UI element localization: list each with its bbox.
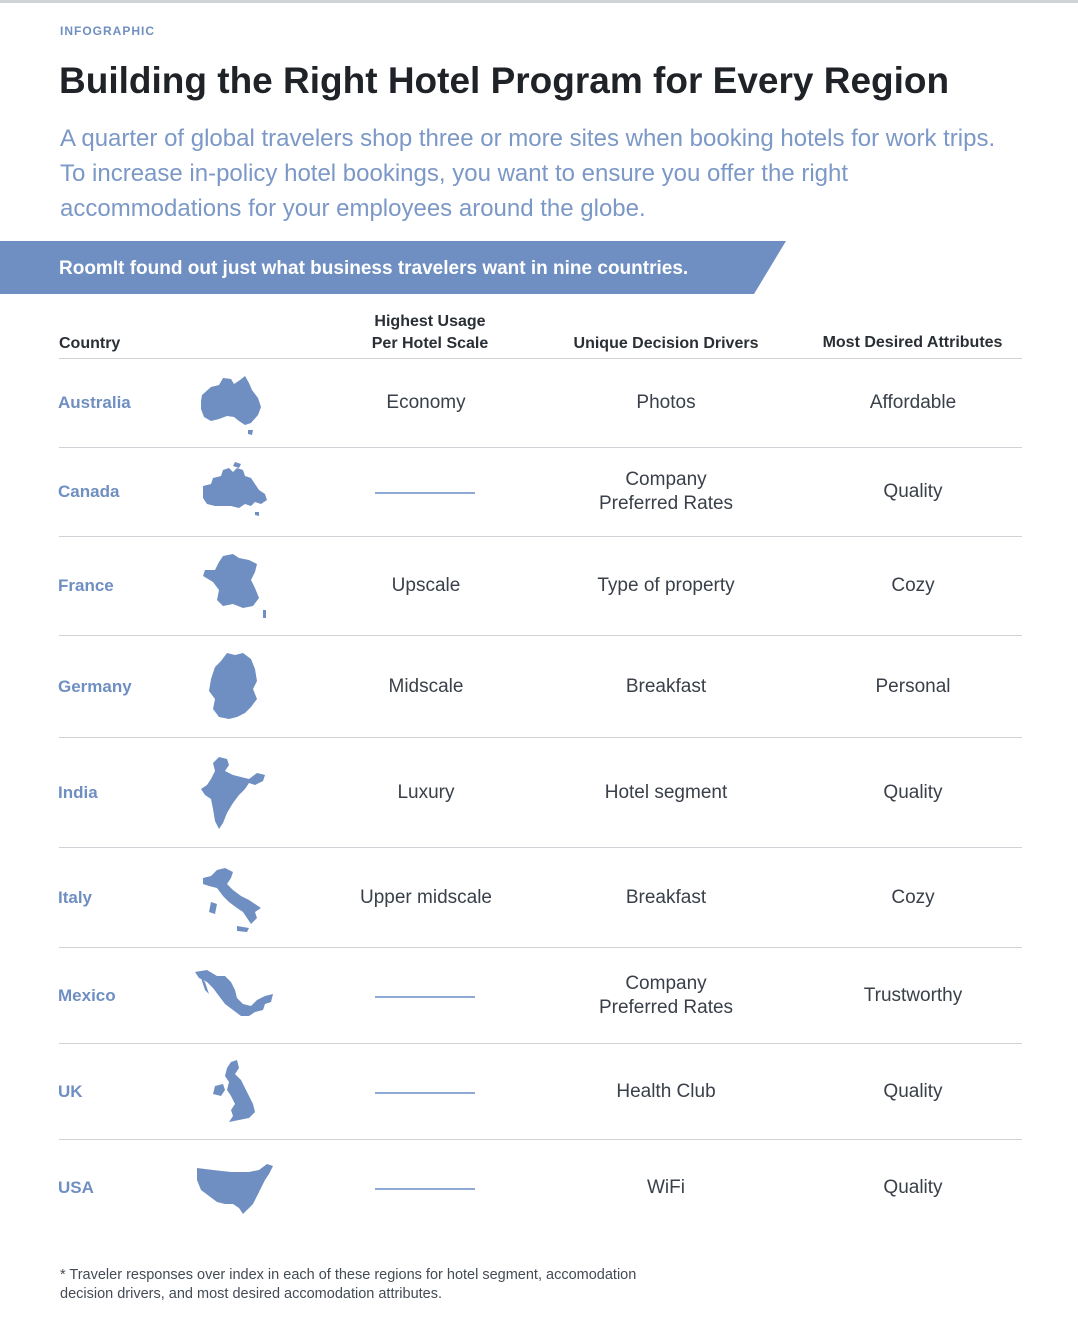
country-name: Mexico xyxy=(58,985,116,1005)
header-hotel-scale-line2: Per Hotel Scale xyxy=(371,335,489,352)
no-data-dash xyxy=(375,1092,475,1094)
canada-map-icon xyxy=(193,456,277,528)
country-name: Australia xyxy=(58,393,131,412)
italy-map-icon xyxy=(193,862,277,934)
intro-paragraph: A quarter of global travelers shop three or more sites when booking hotels for work trips. To increase in-policy hotel bookings, you want to ensure you offer the right accommodations for your employees around the globe. xyxy=(60,125,996,222)
hotel-scale-cell: Upscale xyxy=(391,575,461,596)
india-map-icon xyxy=(193,757,277,829)
country-name: UK xyxy=(58,1081,83,1101)
decision-driver-cell xyxy=(556,781,776,805)
table-row xyxy=(0,738,1078,847)
decision-driver-line1: Company xyxy=(625,469,707,490)
table-row xyxy=(0,948,1078,1043)
decision-driver-cell xyxy=(556,675,776,699)
decision-driver-line2: Preferred Rates xyxy=(598,996,734,1018)
decision-driver-line1: Hotel segment xyxy=(604,781,728,803)
banner-text: RoomIt found out just what business travelers want in nine countries. xyxy=(59,258,689,279)
usa-map-icon xyxy=(193,1152,277,1224)
hotel-scale-cell: Upper midscale xyxy=(360,886,492,908)
footnote-line2: decision drivers, and most desired accomodation attributes. xyxy=(60,1286,443,1302)
header-hotel-scale xyxy=(330,311,530,355)
table-row xyxy=(0,1140,1078,1236)
header-country: Country xyxy=(59,335,121,352)
decision-driver-cell xyxy=(556,972,776,1020)
hotel-scale-cell: Midscale xyxy=(388,675,464,697)
top-rule xyxy=(0,0,1078,3)
footnote xyxy=(60,1266,760,1304)
table-row xyxy=(0,448,1078,536)
footnote-line1: * Traveler responses over index in each of these regions for hotel segment, accomodation xyxy=(60,1267,637,1283)
decision-driver-line1: Company xyxy=(625,972,707,994)
decision-driver-line1: Breakfast xyxy=(625,886,707,908)
decision-driver-cell xyxy=(556,886,776,910)
country-name: India xyxy=(58,782,98,802)
decision-driver-cell xyxy=(556,1080,776,1104)
no-data-dash xyxy=(375,996,475,998)
decision-driver-cell xyxy=(556,391,776,415)
desired-attribute-cell: Quality xyxy=(883,781,943,803)
decision-driver-cell xyxy=(556,1176,776,1200)
decision-driver-cell xyxy=(556,574,776,598)
desired-attribute-cell: Quality xyxy=(883,1080,943,1102)
decision-driver-line1: WiFi xyxy=(647,1177,685,1198)
decision-driver-line1: Type of property xyxy=(597,575,735,596)
desired-attribute-cell: Cozy xyxy=(891,575,935,596)
table-row xyxy=(0,848,1078,947)
table-row xyxy=(0,636,1078,737)
country-name: Italy xyxy=(58,887,93,907)
country-name: USA xyxy=(58,1178,94,1197)
uk-map-icon xyxy=(193,1056,277,1128)
no-data-dash xyxy=(375,1188,475,1190)
hotel-scale-cell: Economy xyxy=(386,392,466,413)
decision-driver-line1: Health Club xyxy=(616,1080,716,1102)
country-name: Germany xyxy=(58,676,132,696)
table-row xyxy=(0,1044,1078,1139)
desired-attribute-cell: Affordable xyxy=(869,392,957,413)
eyebrow-label: INFOGRAPHIC xyxy=(60,24,155,38)
desired-attribute-cell: Personal xyxy=(875,675,951,697)
header-hotel-scale-line1: Highest Usage xyxy=(374,313,486,330)
header-desired-attributes: Most Desired Attributes xyxy=(822,334,1003,351)
header-decision-drivers: Unique Decision Drivers xyxy=(573,335,759,352)
france-map-icon xyxy=(193,550,277,622)
desired-attribute-cell: Quality xyxy=(883,1177,943,1198)
table-row xyxy=(0,359,1078,447)
mexico-map-icon xyxy=(193,960,277,1032)
decision-driver-line2: Preferred Rates xyxy=(598,493,734,514)
decision-driver-line1: Breakfast xyxy=(625,675,707,697)
germany-map-icon xyxy=(193,651,277,723)
page-title: Building the Right Hotel Program for Every Region xyxy=(59,60,950,101)
desired-attribute-cell: Quality xyxy=(883,481,943,502)
desired-attribute-cell: Cozy xyxy=(891,886,935,908)
hotel-scale-cell: Luxury xyxy=(397,781,455,803)
australia-map-icon xyxy=(193,367,277,439)
table-row xyxy=(0,537,1078,635)
desired-attribute-cell: Trustworthy xyxy=(863,984,963,1006)
country-name: Canada xyxy=(58,482,120,501)
no-data-dash xyxy=(375,492,475,494)
decision-driver-line1: Photos xyxy=(636,392,696,413)
decision-driver-cell xyxy=(556,468,776,516)
country-name: France xyxy=(58,576,114,595)
